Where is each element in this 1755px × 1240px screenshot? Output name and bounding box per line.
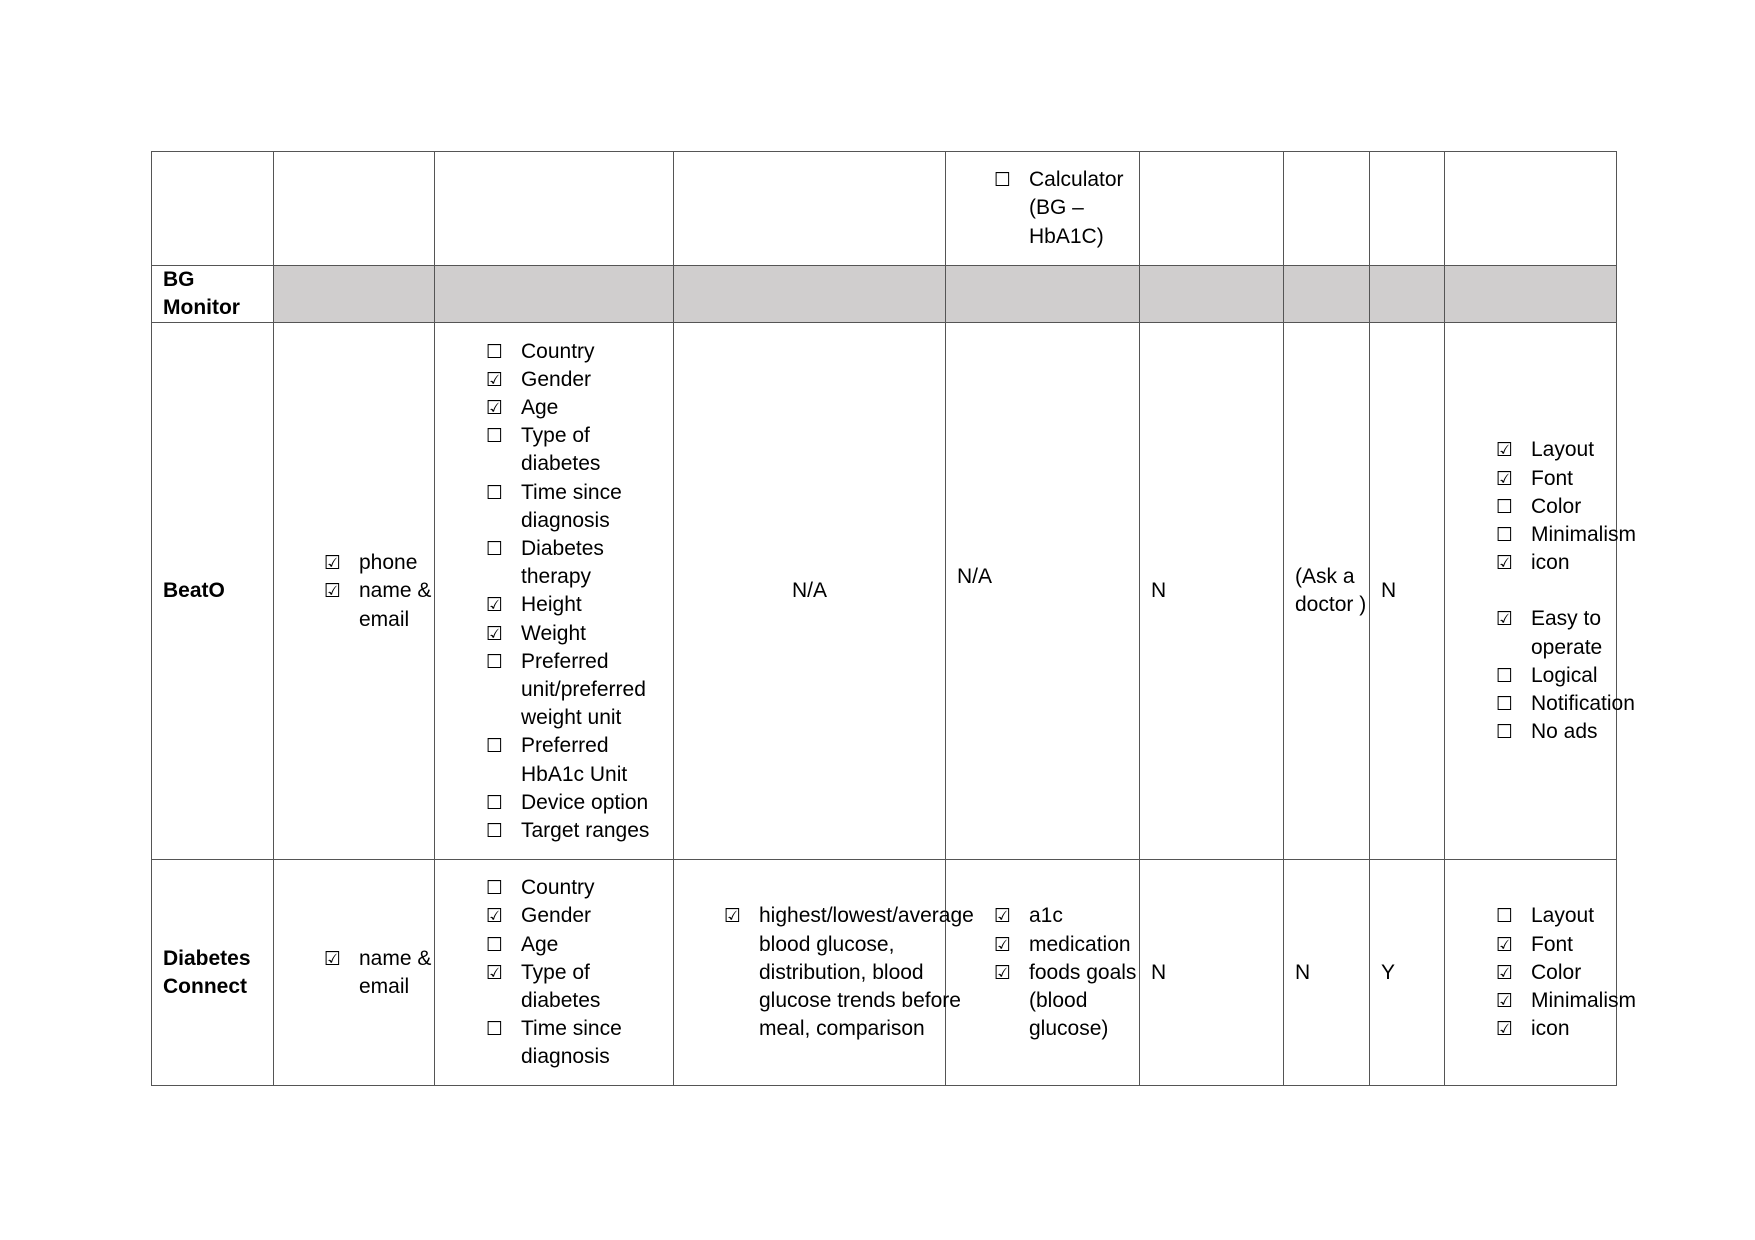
- list-gap: [1496, 577, 1616, 605]
- checklist-item: [324, 549, 434, 577]
- checklist-item: [486, 1015, 673, 1071]
- checklist-item: [1496, 436, 1616, 464]
- checklist-item: [486, 479, 673, 535]
- checked-box-icon: ☑: [724, 905, 742, 928]
- checklist-item: [1496, 931, 1616, 959]
- unchecked-box-icon: ☐: [1496, 495, 1514, 518]
- checklist-item-label: Time since diagnosis: [521, 1017, 622, 1069]
- checklist-item: [1496, 1015, 1616, 1043]
- checklist-item: [486, 902, 673, 930]
- checked-box-icon: ☑: [486, 396, 504, 419]
- unchecked-box-icon: ☐: [1496, 905, 1514, 928]
- dc-ui-cell: [1445, 860, 1636, 1086]
- checklist-item: [486, 931, 673, 959]
- checklist-item-label: Layout: [1531, 904, 1595, 928]
- checked-box-icon: ☑: [1496, 933, 1514, 956]
- checklist-item-label: Color: [1531, 960, 1582, 984]
- comparison-table: [151, 151, 1636, 1086]
- cell-reports: [674, 152, 946, 266]
- checklist-item: [486, 959, 673, 1015]
- dc-col6: N: [1140, 860, 1284, 1086]
- unchecked-box-icon: ☐: [486, 735, 504, 758]
- checked-box-icon: ☑: [994, 961, 1012, 984]
- checked-box-icon: ☑: [486, 905, 504, 928]
- dc-profile-cell: [435, 860, 674, 1086]
- cell-features: [946, 152, 1140, 266]
- cell-app-name: [152, 152, 274, 266]
- beato-ui-cell: [1445, 323, 1636, 860]
- checklist-item-label: medication: [1029, 932, 1131, 956]
- beato-ui-list-1: [1496, 436, 1636, 577]
- unchecked-box-icon: ☐: [1496, 524, 1514, 546]
- checklist-item-label: Minimalism: [1531, 989, 1636, 1012]
- checked-box-icon: ☑: [324, 580, 342, 603]
- unchecked-box-icon: ☐: [1496, 693, 1514, 716]
- checked-box-icon: ☑: [1496, 467, 1514, 490]
- checklist-item-label: Font: [1531, 466, 1574, 490]
- checklist-item: [994, 166, 1139, 251]
- checklist-item: [486, 789, 673, 817]
- checklist-item-label: a1c: [1029, 904, 1063, 928]
- checklist-item: [1496, 662, 1616, 690]
- unchecked-box-icon: ☐: [486, 538, 504, 560]
- checklist-item-label: Minimalism: [1531, 523, 1636, 546]
- checked-box-icon: ☑: [1496, 439, 1514, 462]
- checklist-item: [486, 732, 673, 788]
- beato-profile-list: [486, 338, 673, 846]
- checked-box-icon: ☑: [994, 933, 1012, 956]
- checklist-item-label: icon: [1531, 1017, 1570, 1041]
- cell-col8: [1370, 152, 1445, 266]
- beato-registration-list: [324, 549, 434, 634]
- checklist-item: [994, 902, 1139, 930]
- checked-box-icon: ☑: [1496, 990, 1514, 1012]
- cell-profile: [435, 152, 674, 266]
- checklist-item: [486, 338, 673, 366]
- checked-box-icon: ☑: [1496, 961, 1514, 984]
- checklist-item: [486, 874, 673, 902]
- table-row-diabetes-connect: [152, 860, 1617, 1086]
- checklist-item-label: Age: [521, 932, 559, 956]
- checked-box-icon: ☑: [486, 594, 504, 617]
- checklist-item-label: phone: [359, 551, 418, 575]
- checklist-item-label: Gender: [521, 904, 592, 928]
- beato-col7: (Ask a doctor ): [1284, 323, 1370, 860]
- checklist-item-label: Country: [521, 876, 595, 900]
- cell-ui: [1445, 152, 1617, 266]
- checklist-item: [486, 591, 673, 619]
- section-shaded-cell: [946, 266, 1140, 323]
- checklist-item: [1496, 690, 1635, 718]
- checklist-item-label: Layout: [1531, 438, 1595, 462]
- checklist-item: [724, 902, 974, 1043]
- checked-box-icon: ☑: [1496, 552, 1514, 575]
- cell-col6: [1140, 152, 1284, 266]
- checklist-item: [486, 535, 673, 591]
- checklist-item: [486, 648, 673, 733]
- checklist-item: [1496, 987, 1636, 1015]
- checklist-item-label: Weight: [521, 621, 586, 645]
- beato-features: N/A: [946, 323, 1140, 860]
- checked-box-icon: ☑: [324, 552, 342, 575]
- checklist-item: [1496, 521, 1636, 549]
- checked-box-icon: ☑: [486, 622, 504, 645]
- checklist-item: [486, 620, 673, 648]
- checklist-item: [994, 931, 1139, 959]
- checklist-item-label: Device option: [521, 790, 649, 814]
- dc-registration-cell: [274, 860, 435, 1086]
- checklist-item-label: No ads: [1531, 720, 1598, 744]
- unchecked-box-icon: ☐: [486, 481, 504, 504]
- section-shaded-cell: [1284, 266, 1370, 323]
- dc-col8: Y: [1370, 860, 1445, 1086]
- checklist-item-label: Calculator (BG – HbA1C): [1029, 168, 1124, 248]
- unchecked-box-icon: ☐: [486, 933, 504, 956]
- unchecked-box-icon: ☐: [486, 791, 504, 814]
- checklist-item: [1496, 493, 1616, 521]
- dc-ui-list: [1496, 902, 1636, 1043]
- section-row: [152, 266, 1617, 323]
- checklist-item-label: Easy to operate: [1531, 607, 1603, 659]
- table-row-beato: [152, 323, 1617, 860]
- checklist-item-label: Preferred HbA1c Unit: [521, 734, 628, 786]
- checklist-item: [486, 366, 673, 394]
- beato-profile-cell: [435, 323, 674, 860]
- checklist-item: [1496, 902, 1616, 930]
- checklist-item-label: Target ranges: [521, 819, 650, 843]
- unchecked-box-icon: ☐: [1496, 664, 1514, 687]
- cell-col7: [1284, 152, 1370, 266]
- checklist-item: [994, 959, 1139, 1044]
- beato-registration-cell: [274, 323, 435, 860]
- checklist-item: [324, 577, 434, 633]
- unchecked-box-icon: ☐: [486, 1018, 504, 1041]
- unchecked-box-icon: ☐: [486, 650, 504, 673]
- checklist-item-label: Time since diagnosis: [521, 480, 622, 532]
- section-shaded-cell: [1445, 266, 1617, 323]
- checklist-item-label: Diabetes therapy: [521, 537, 604, 589]
- dc-reports-cell: [674, 860, 974, 1086]
- checklist-item: [486, 817, 673, 845]
- checklist-item-label: icon: [1531, 551, 1570, 575]
- checklist-item-label: Age: [521, 395, 559, 419]
- app-name-diabetes-connect: Diabetes Connect: [152, 860, 274, 1086]
- section-shaded-cell: [274, 266, 435, 323]
- features-checklist: [994, 166, 1139, 251]
- unchecked-box-icon: ☐: [486, 877, 504, 900]
- checked-box-icon: ☑: [486, 961, 504, 984]
- checklist-item-label: name & email: [359, 946, 432, 998]
- unchecked-box-icon: ☐: [486, 340, 504, 363]
- section-shaded-cell: [1370, 266, 1445, 323]
- checklist-item-label: Height: [521, 593, 582, 617]
- checklist-item-label: Type of diabetes: [521, 960, 601, 1012]
- section-shaded-cell: [435, 266, 674, 323]
- dc-profile-list: [486, 874, 673, 1071]
- dc-features-list: [994, 902, 1139, 1043]
- checklist-item-label: Font: [1531, 932, 1574, 956]
- checklist-item: [1496, 465, 1616, 493]
- section-label: BG Monitor: [152, 266, 274, 323]
- dc-col7: N: [1284, 860, 1370, 1086]
- checklist-item-label: foods goals (blood glucose): [1029, 960, 1137, 1041]
- checklist-item-label: Notification: [1531, 692, 1635, 716]
- checklist-item-label: Gender: [521, 367, 592, 391]
- unchecked-box-icon: ☐: [994, 169, 1012, 192]
- beato-col8: N: [1370, 323, 1445, 860]
- dc-features-cell: [946, 860, 1140, 1086]
- checked-box-icon: ☑: [1496, 1018, 1514, 1041]
- section-shaded-cell: [1140, 266, 1284, 323]
- cell-registration: [274, 152, 435, 266]
- checklist-item-label: Color: [1531, 494, 1582, 518]
- checklist-item: [1496, 549, 1616, 577]
- checklist-item: [1496, 718, 1616, 746]
- checked-box-icon: ☑: [1496, 608, 1514, 631]
- unchecked-box-icon: ☐: [1496, 721, 1514, 744]
- checked-box-icon: ☑: [324, 947, 342, 970]
- table-row-continued: [152, 152, 1617, 266]
- checklist-item-label: highest/lowest/average blood glucose, distribution, blood glucose trends before meal, comparison: [759, 904, 974, 1041]
- checklist-item-label: Preferred unit/preferred weight unit: [521, 649, 646, 730]
- checklist-item: [486, 394, 673, 422]
- dc-registration-list: [324, 945, 434, 1001]
- checklist-item-label: Logical: [1531, 663, 1598, 687]
- checklist-item: [1496, 959, 1616, 987]
- checklist-item: [486, 422, 673, 478]
- checklist-item-label: Country: [521, 339, 595, 363]
- dc-reports-list: [724, 902, 974, 1043]
- checklist-item-label: name & email: [359, 579, 432, 631]
- beato-reports: N/A: [674, 323, 946, 860]
- beato-ui-list-2: [1496, 605, 1635, 746]
- checklist-item-label: Type of diabetes: [521, 424, 601, 476]
- checked-box-icon: ☑: [486, 368, 504, 391]
- unchecked-box-icon: ☐: [486, 820, 504, 843]
- beato-col6: N: [1140, 323, 1284, 860]
- checked-box-icon: ☑: [994, 905, 1012, 928]
- section-shaded-cell: [674, 266, 946, 323]
- checklist-item: [1496, 605, 1616, 661]
- unchecked-box-icon: ☐: [486, 425, 504, 448]
- checklist-item: [324, 945, 434, 1001]
- app-name-beato: BeatO: [152, 323, 274, 860]
